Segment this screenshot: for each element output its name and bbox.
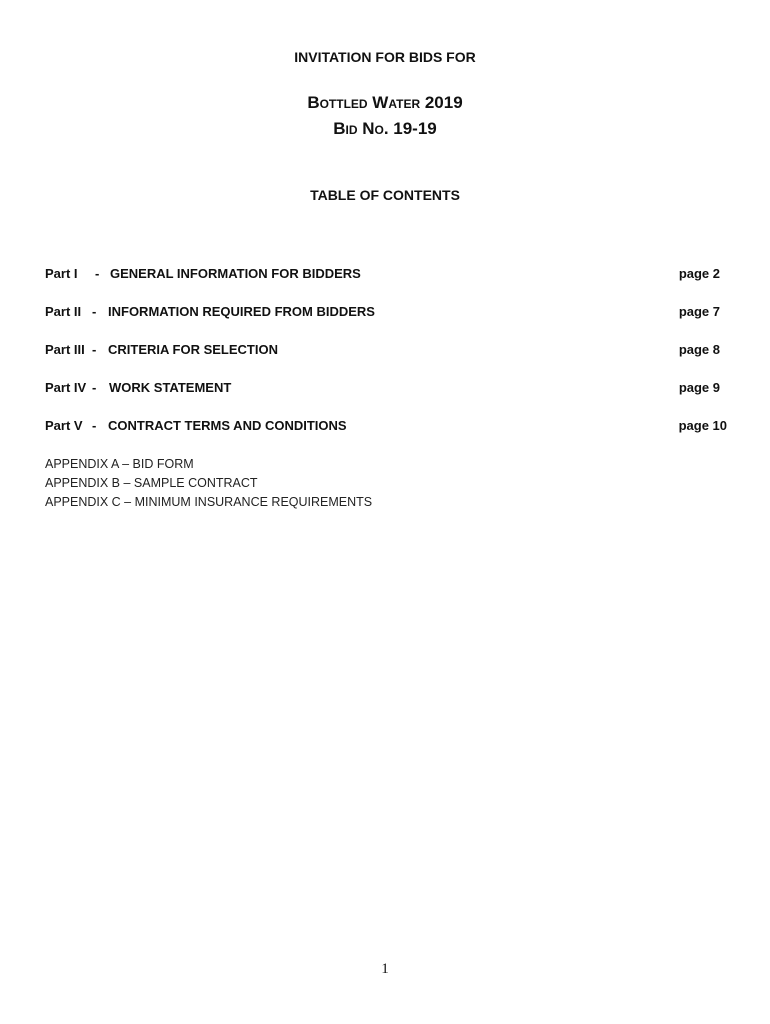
toc-page-ref: page 8 [678, 342, 720, 357]
toc-page-ref: page 10 [678, 418, 727, 433]
toc-separator: - [95, 266, 100, 281]
invitation-heading: INVITATION FOR BIDS FOR [294, 49, 476, 65]
toc-separator: - [92, 380, 97, 395]
page-number: 1 [381, 961, 389, 977]
toc-page-ref: page 2 [678, 266, 720, 281]
toc-separator: - [92, 304, 97, 319]
toc-part-label: Part III [45, 342, 85, 357]
toc-entry-part-1 [45, 266, 729, 284]
appendix-item-b: APPENDIX B – SAMPLE CONTRACT [45, 476, 258, 490]
appendix-item-c: APPENDIX C – MINIMUM INSURANCE REQUIREMENTS [45, 495, 373, 509]
toc-part-title: WORK STATEMENT [109, 380, 232, 395]
appendix-list [45, 455, 372, 512]
toc-entry-part-3 [45, 342, 729, 360]
toc-page-ref: page 7 [678, 304, 720, 319]
toc-part-title: CONTRACT TERMS AND CONDITIONS [108, 418, 347, 433]
toc-part-label: Part I [45, 266, 78, 281]
toc-part-title: CRITERIA FOR SELECTION [108, 342, 278, 357]
document-title: Bottled Water 2019 [307, 93, 463, 112]
toc-part-label: Part IV [45, 380, 87, 395]
toc-separator: - [92, 342, 97, 357]
toc-page-ref: page 9 [678, 380, 720, 395]
toc-entry-part-5 [45, 418, 729, 436]
toc-part-title: INFORMATION REQUIRED FROM BIDDERS [108, 304, 375, 319]
toc-part-label: Part II [45, 304, 82, 319]
bid-number: Bid No. 19-19 [333, 119, 437, 138]
appendix-item-a: APPENDIX A – BID FORM [45, 457, 194, 471]
toc-part-title: GENERAL INFORMATION FOR BIDDERS [110, 266, 361, 281]
toc-part-label: Part V [45, 418, 83, 433]
toc-separator: - [92, 418, 97, 433]
toc-entry-part-2 [45, 304, 729, 322]
toc-entry-part-4 [45, 380, 729, 398]
toc-heading: TABLE OF CONTENTS [310, 187, 460, 203]
